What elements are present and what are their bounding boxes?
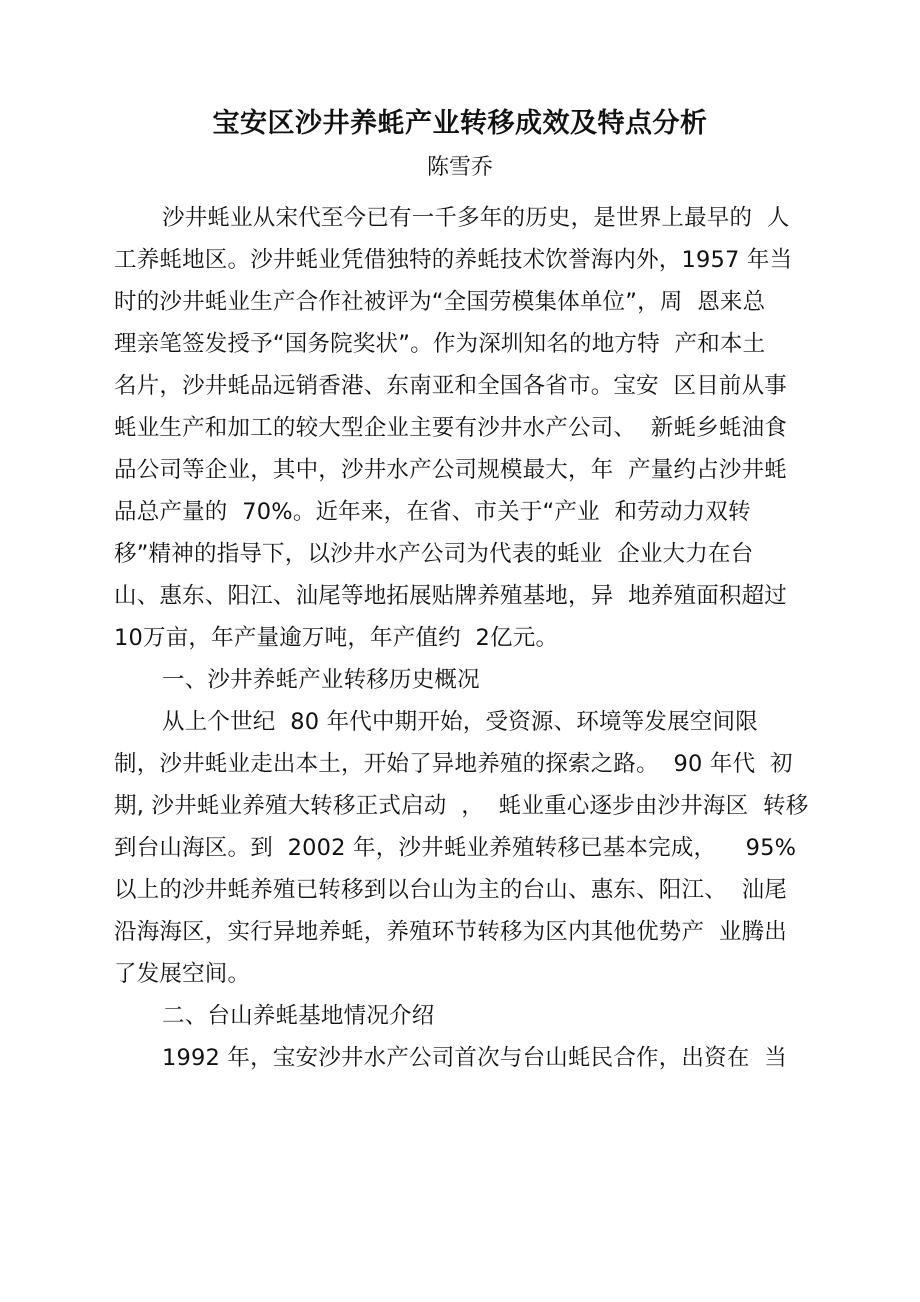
section-heading: 一、沙井养蚝产业转移历史概况 — [162, 667, 480, 693]
author-name: 陈雪乔 — [426, 155, 493, 180]
paragraph-line: 以上的沙井蚝养殖已转移到以台山为主的台山、惠东、阳江、 汕尾 — [114, 877, 788, 903]
paragraph-line: 制，沙井蚝业走出本土，开始了异地养殖的探索之路。 90 年代 初 — [114, 751, 793, 777]
paragraph-line: 山、惠东、阳江、汕尾等地拓展贴牌养殖基地，异 地养殖面积超过 — [114, 583, 788, 609]
paragraph-line: 工养蚝地区。沙井蚝业凭借独特的养蚝技术饮誉海内外，1957 年当 — [114, 247, 793, 273]
paragraph-line: 从上个世纪 80 年代中期开始，受资源、环境等发展空间限 — [162, 709, 758, 735]
paragraph-line: 移”精神的指导下，以沙井水产公司为代表的蚝业 企业大力在台 — [114, 541, 754, 567]
paragraph-line: 沿海海区，实行异地养蚝，养殖环节转移为区内其他优势产 业腾出 — [114, 919, 788, 945]
paragraph-line: 品公司等企业，其中，沙井水产公司规模最大，年 产量约占沙井蚝 — [114, 457, 788, 483]
paragraph-line: 10万亩，年产量逾万吨，年产值约 2亿元。 — [114, 625, 559, 651]
paragraph-line: 理亲笔签发授予“国务院奖状”。作为深圳知名的地方特 产和本土 — [114, 331, 766, 357]
paragraph-line: 了发展空间。 — [114, 961, 251, 987]
paragraph-line: 1992 年，宝安沙井水产公司首次与台山蚝民合作，出资在 当 — [162, 1045, 787, 1071]
document-title: 宝安区沙井养蚝产业转移成效及特点分析 — [212, 108, 708, 139]
paragraph-line: 时的沙井蚝业生产合作社被评为“全国劳模集体单位”，周 恩来总 — [114, 289, 766, 315]
paragraph-line: 名片，沙井蚝品远销香港、东南亚和全国各省市。宝安 区目前从事 — [114, 373, 788, 399]
paragraph-line: 到台山海区。到 2002 年，沙井蚝业养殖转移已基本完成， 95% — [114, 835, 797, 861]
section-heading: 二、台山养蚝基地情况介绍 — [162, 1003, 435, 1029]
paragraph-line: 沙井蚝业从宋代至今已有一千多年的历史，是世界上最早的 人 — [162, 205, 790, 231]
paragraph-line: 品总产量的 70%。近年来，在省、市关于“产业 和劳动力双转 — [114, 499, 751, 525]
paragraph-line: 蚝业生产和加工的较大型企业主要有沙井水产公司、 新蚝乡蚝油食 — [114, 415, 788, 441]
paragraph-line: 期, 沙井蚝业养殖大转移正式启动 ， 蚝业重心逐步由沙井海区 转移 — [114, 793, 809, 819]
